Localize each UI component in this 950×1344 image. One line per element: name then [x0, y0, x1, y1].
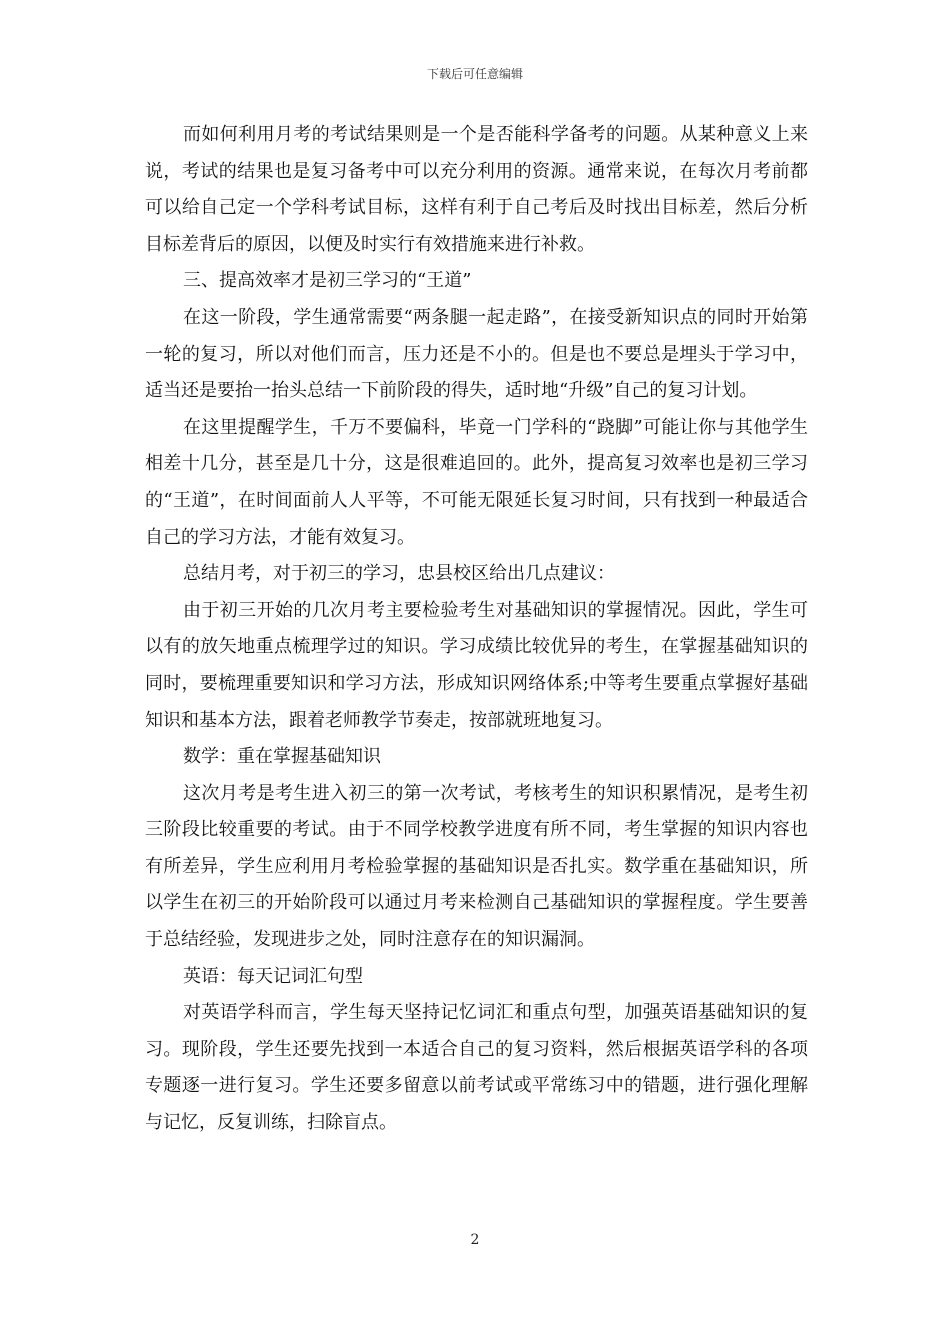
document-body	[145, 117, 808, 1142]
page-header: 下载后可任意编辑	[426, 67, 523, 81]
paragraph-two-legs: 在这一阶段，学生通常需要“两条腿一起走路”，在接受新知识点的同时开始第一轮的复习，所以对他们而言，压力还是不小的。但是也不要总是埋头于学习中，适当还是要抬一抬头总结一下前阶段的得失，适时地“升级”自己的复习计划。	[145, 306, 808, 402]
subheading-math: 数学：重在掌握基础知识	[183, 746, 381, 768]
subheading-english: 英语：每天记词汇句型	[183, 965, 363, 987]
paragraph-no-bias: 在这里提醒学生，千万不要偏科，毕竟一门学科的“跷脚”可能让你与其他学生相差十几分，甚至是几十分，这是很难追回的。此外，提高复习效率也是初三学习的“王道”，在时间面前人人平等，不可能无限延长复习时间，只有找到一种最适合自己的学习方法，才能有效复习。	[145, 416, 808, 548]
paragraph-basic-knowledge: 由于初三开始的几次月考主要检验考生对基础知识的掌握情况。因此，学生可以有的放矢地重点梳理学过的知识。学习成绩比较优异的考生，在掌握基础知识的同时，要梳理重要知识和学习方法，形成知识网络体系;中等考生要重点掌握好基础知识和基本方法，跟着老师教学节奏走，按部就班地复习。	[145, 599, 808, 731]
paragraph-english: 对英语学科而言，学生每天坚持记忆词汇和重点句型，加强英语基础知识的复习。现阶段，学生还要先找到一本适合自己的复习资料，然后根据英语学科的各项专题逐一进行复习。学生还要多留意以前考试或平常练习中的错题，进行强化理解与记忆，反复训练，扫除盲点。	[145, 1002, 808, 1134]
page-number: 2	[470, 1232, 480, 1248]
paragraph-summary-intro: 总结月考，对于初三的学习，忠县校区给出几点建议：	[183, 563, 615, 585]
paragraph-math: 这次月考是考生进入初三的第一次考试，考核考生的知识积累情况，是考生初三阶段比较重要的考试。由于不同学校教学进度有所不同，考生掌握的知识内容也有所差异，学生应利用月考检验掌握的基础知识是否扎实。数学重在基础知识，所以学生在初三的开始阶段可以通过月考来检测自己基础知识的掌握程度。学生要善于总结经验，发现进步之处，同时注意存在的知识漏洞。	[145, 782, 808, 951]
paragraph-exam-results: 而如何利用月考的考试结果则是一个是否能科学备考的问题。从某种意义上来说，考试的结果也是复习备考中可以充分利用的资源。通常来说，在每次月考前都可以给自己定一个学科考试目标，这样有利于自己考后及时找出目标差，然后分析目标差背后的原因，以便及时实行有效措施来进行补救。	[145, 124, 808, 255]
section-heading-efficiency: 三、提高效率才是初三学习的“王道”	[183, 270, 472, 292]
